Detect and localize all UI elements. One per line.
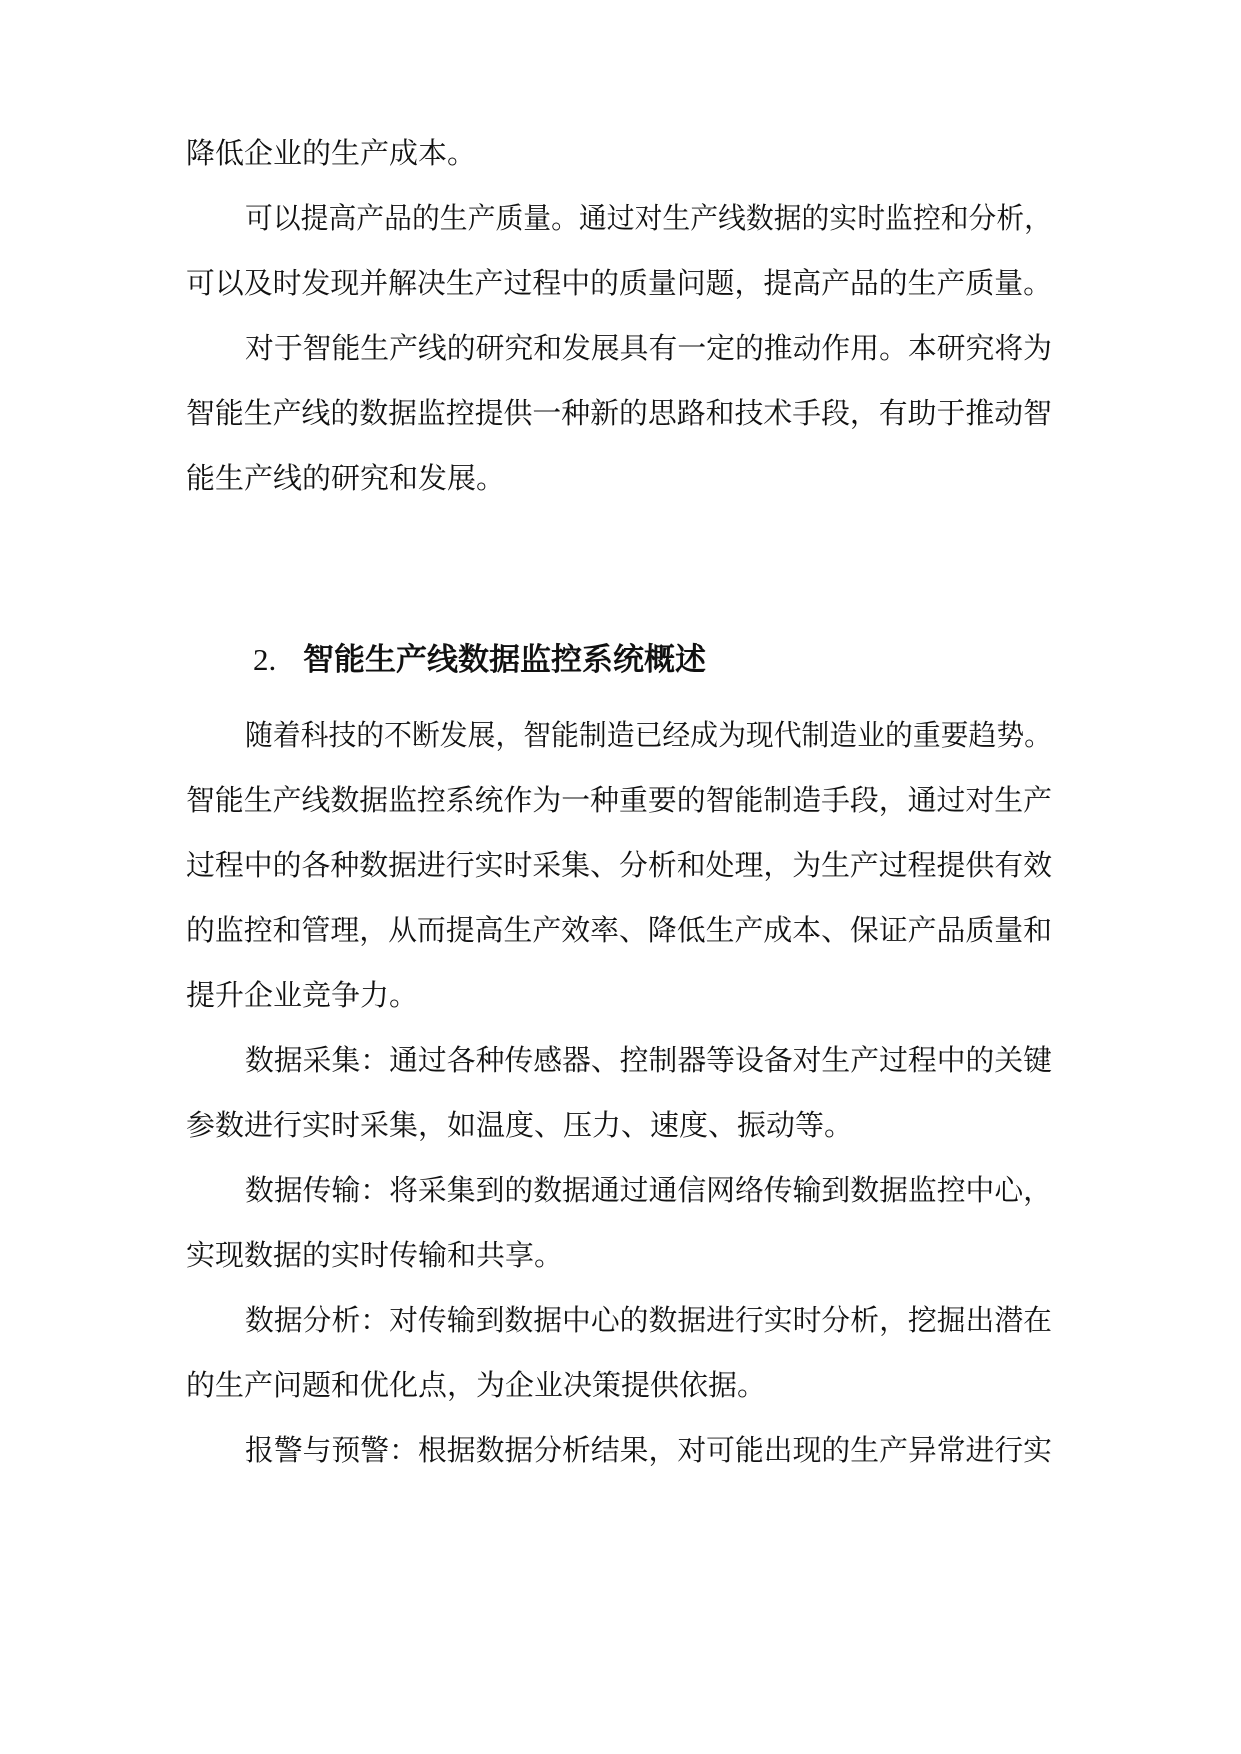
paragraph-line: 报警与预警：根据数据分析结果，对可能出现的生产异常进行实 <box>245 1433 1053 1467</box>
paragraph-line: 随着科技的不断发展，智能制造已经成为现代制造业的重要趋势。 <box>245 718 1053 752</box>
section-title: 智能生产线数据监控系统概述 <box>303 642 706 678</box>
paragraph-line: 的监控和管理，从而提高生产效率、降低生产成本、保证产品质量和 <box>186 913 1053 947</box>
section-heading <box>253 636 706 684</box>
paragraph-line: 降低企业的生产成本。 <box>186 136 477 170</box>
paragraph-line: 提升企业竞争力。 <box>186 978 419 1012</box>
section-number: 2. <box>253 642 277 677</box>
paragraph-line: 智能生产线的数据监控提供一种新的思路和技术手段，有助于推动智 <box>186 396 1053 430</box>
paragraph-line: 可以提高产品的生产质量。通过对生产线数据的实时监控和分析， <box>245 201 1053 235</box>
paragraph-line: 参数进行实时采集，如温度、压力、速度、振动等。 <box>186 1108 854 1142</box>
paragraph-line: 可以及时发现并解决生产过程中的质量问题，提高产品的生产质量。 <box>186 266 1053 300</box>
paragraph-line: 实现数据的实时传输和共享。 <box>186 1238 564 1272</box>
paragraph-line: 的生产问题和优化点，为企业决策提供依据。 <box>186 1368 767 1402</box>
paragraph-line: 数据采集：通过各种传感器、控制器等设备对生产过程中的关键 <box>245 1043 1053 1077</box>
paragraph-line: 能生产线的研究和发展。 <box>186 461 506 495</box>
paragraph-line: 过程中的各种数据进行实时采集、分析和处理，为生产过程提供有效 <box>186 848 1053 882</box>
paragraph-line: 对于智能生产线的研究和发展具有一定的推动作用。本研究将为 <box>245 331 1053 365</box>
paragraph-line: 数据传输：将采集到的数据通过通信网络传输到数据监控中心， <box>245 1173 1053 1207</box>
paragraph-line: 数据分析：对传输到数据中心的数据进行实时分析，挖掘出潜在 <box>245 1303 1053 1337</box>
paragraph-line: 智能生产线数据监控系统作为一种重要的智能制造手段，通过对生产 <box>186 783 1053 817</box>
